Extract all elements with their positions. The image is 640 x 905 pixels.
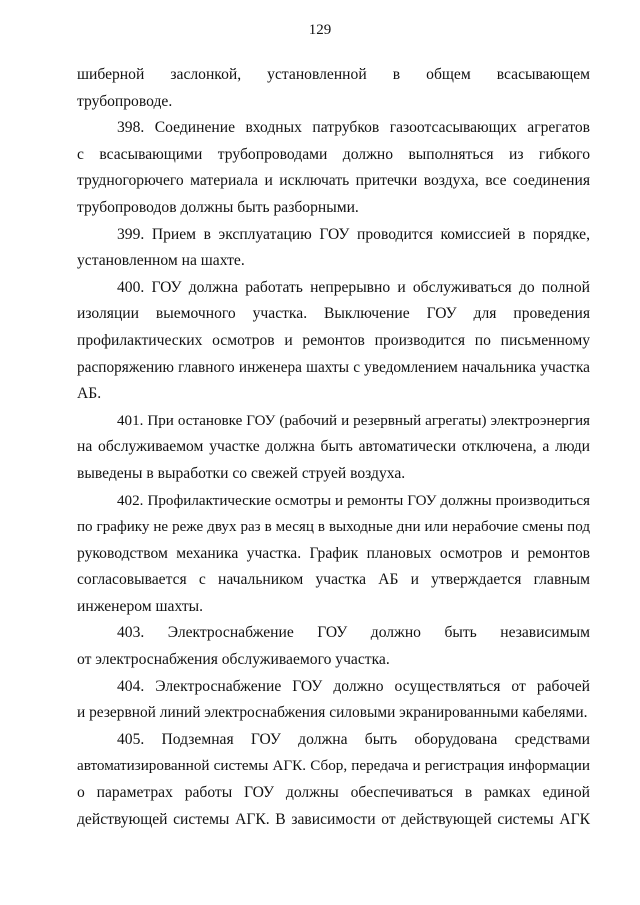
text-line: автоматизированной системы АГК. Сбор, передача и регистрация информации bbox=[77, 757, 590, 775]
text-line: АБ. bbox=[77, 385, 102, 403]
paragraph bbox=[77, 62, 590, 115]
text-line: 403. Электроснабжение ГОУ должно быть независимым bbox=[117, 624, 590, 642]
text-line: согласовывается с начальником участка АБ и утверждается главным bbox=[77, 571, 590, 589]
paragraph-400 bbox=[77, 275, 590, 408]
text-line: руководством механика участка. График плановых осмотров и ремонтов bbox=[77, 544, 590, 562]
text-line: 401. При остановке ГОУ (рабочий и резервный агрегаты) электроэнергия bbox=[117, 412, 590, 429]
paragraph-404 bbox=[77, 674, 590, 727]
text-line: изоляции выемочного участка. Выключение ГОУ для проведения bbox=[77, 305, 590, 323]
paragraph-402 bbox=[77, 488, 590, 621]
text-line: от электроснабжения обслуживаемого участка. bbox=[77, 651, 390, 669]
text-line: на обслуживаемом участке должна быть автоматически отключена, а люди bbox=[77, 438, 590, 456]
text-line: инженером шахты. bbox=[77, 597, 204, 615]
text-line: 400. ГОУ должна работать непрерывно и обслуживаться до полной bbox=[117, 278, 590, 296]
text-line: 402. Профилактические осмотры и ремонты ГОУ должны производиться bbox=[117, 492, 590, 509]
text-line: шиберной заслонкой, установленной в общем всасывающем bbox=[77, 66, 590, 83]
text-line: трубопроводе. bbox=[77, 92, 173, 110]
text-line: с всасывающими трубопроводами должно выполняться из гибкого bbox=[77, 145, 590, 163]
text-line: 405. Подземная ГОУ должна быть оборудована средствами bbox=[117, 730, 590, 748]
page-number: 129 bbox=[308, 22, 332, 38]
text-line: 404. Электроснабжение ГОУ должно осуществляться от рабочей bbox=[117, 677, 590, 695]
text-line: и резервной линий электроснабжения силовыми экранированными кабелями. bbox=[77, 704, 588, 722]
text-line: действующей системы АГК. В зависимости от действующей системы АГК bbox=[77, 810, 590, 828]
text-line: трубопроводов должны быть разборными. bbox=[77, 198, 359, 216]
text-line: распоряжению главного инженера шахты с уведомлением начальника участка bbox=[77, 358, 590, 376]
text-line: о параметрах работы ГОУ должны обеспечиваться в рамках единой bbox=[77, 784, 590, 802]
text-line: 399. Прием в эксплуатацию ГОУ проводится комиссией в порядке, bbox=[117, 225, 590, 243]
paragraph-403 bbox=[77, 620, 590, 673]
paragraph-399 bbox=[77, 222, 590, 275]
text-line: 398. Соединение входных патрубков газоотсасывающих агрегатов bbox=[117, 119, 590, 137]
text-line: по графику не реже двух раз в месяц в выходные дни или нерабочие смены под bbox=[77, 519, 590, 536]
paragraph-401 bbox=[77, 408, 590, 488]
paragraph-398 bbox=[77, 115, 590, 221]
document-body bbox=[77, 62, 590, 833]
text-line: установленном на шахте. bbox=[77, 252, 245, 270]
text-line: профилактических осмотров и ремонтов производится по письменному bbox=[77, 331, 590, 349]
paragraph-405 bbox=[77, 727, 590, 833]
text-line: выведены в выработки со свежей струей воздуха. bbox=[77, 464, 406, 482]
text-line: трудногорючего материала и исключать притечки воздуха, все соединения bbox=[77, 172, 590, 190]
